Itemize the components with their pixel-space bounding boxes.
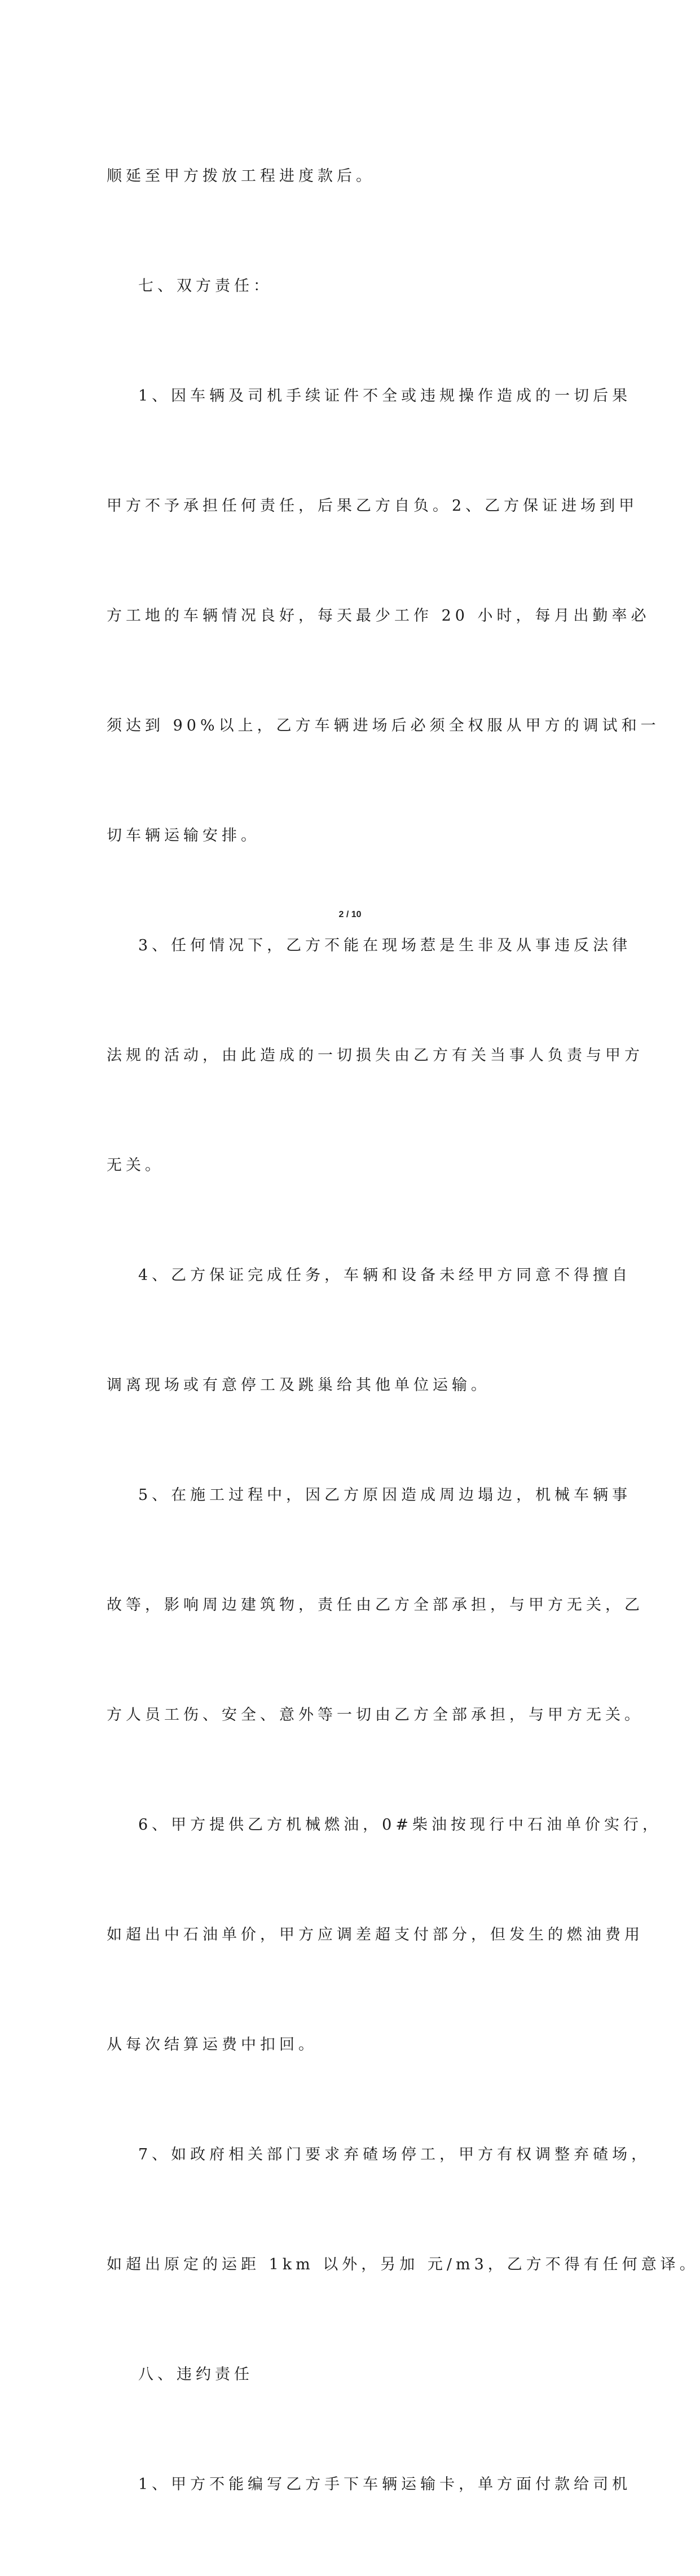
section-heading: 七、双方责任： xyxy=(138,277,272,295)
text-line: 1、甲方不能编写乙方手下车辆运输卡，单方面付款给司机 xyxy=(138,2476,632,2493)
text-line: 须达到 90%以上，乙方车辆进场后必须全权服从甲方的调试和一 xyxy=(107,717,660,734)
text-line: 法规的活动，由此造成的一切损失由乙方有关当事人负责与甲方 xyxy=(107,1047,644,1064)
text-line: 7、如政府相关部门要求弃碴场停工，甲方有权调整弃碴场， xyxy=(138,2146,651,2163)
text-line: 6、甲方提供乙方机械燃油，0#柴油按现行中石油单价实行， xyxy=(138,1816,662,1834)
text-line: 无关。 xyxy=(107,1157,164,1174)
text-line: 方工地的车辆情况良好，每天最少工作 20 小时，每月出勤率必 xyxy=(107,607,650,625)
section-heading: 八、违约责任 xyxy=(138,2366,253,2383)
text-block xyxy=(107,85,699,2576)
text-line: 切车辆运输安排。 xyxy=(107,827,260,844)
text-line: 顺延至甲方拨放工程进度款后。 xyxy=(107,167,375,185)
text-line: 3、任何情况下，乙方不能在现场惹是生非及从事违反法律 xyxy=(138,937,632,954)
page-number: 2 / 10 xyxy=(338,910,362,919)
text-line: 故等，影响周边建筑物，责任由乙方全部承担，与甲方无关，乙 xyxy=(107,1596,644,1614)
text-line: 方人员工伤、安全、意外等一切由乙方全部承担，与甲方无关。 xyxy=(107,1706,644,1724)
text-line: 如超出原定的运距 1km 以外，另加 元/m3，乙方不得有任何意译。 xyxy=(107,2256,699,2273)
text-line: 4、乙方保证完成任务，车辆和设备未经甲方同意不得擅自 xyxy=(138,1267,632,1284)
text-line: 从每次结算运费中扣回。 xyxy=(107,2036,318,2053)
text-line: 如超出中石油单价，甲方应调差超支付部分，但发生的燃油费用 xyxy=(107,1926,644,1944)
document-body xyxy=(107,85,699,2576)
text-line: 甲方不予承担任何责任，后果乙方自负。2、乙方保证进场到甲 xyxy=(107,497,639,515)
text-line: 调离现场或有意停工及跳巢给其他单位运输。 xyxy=(107,1376,490,1394)
text-line: 1、因车辆及司机手续证件不全或违规操作造成的一切后果 xyxy=(138,387,632,405)
text-line: 5、在施工过程中，因乙方原因造成周边塌边，机械车辆事 xyxy=(138,1486,632,1504)
